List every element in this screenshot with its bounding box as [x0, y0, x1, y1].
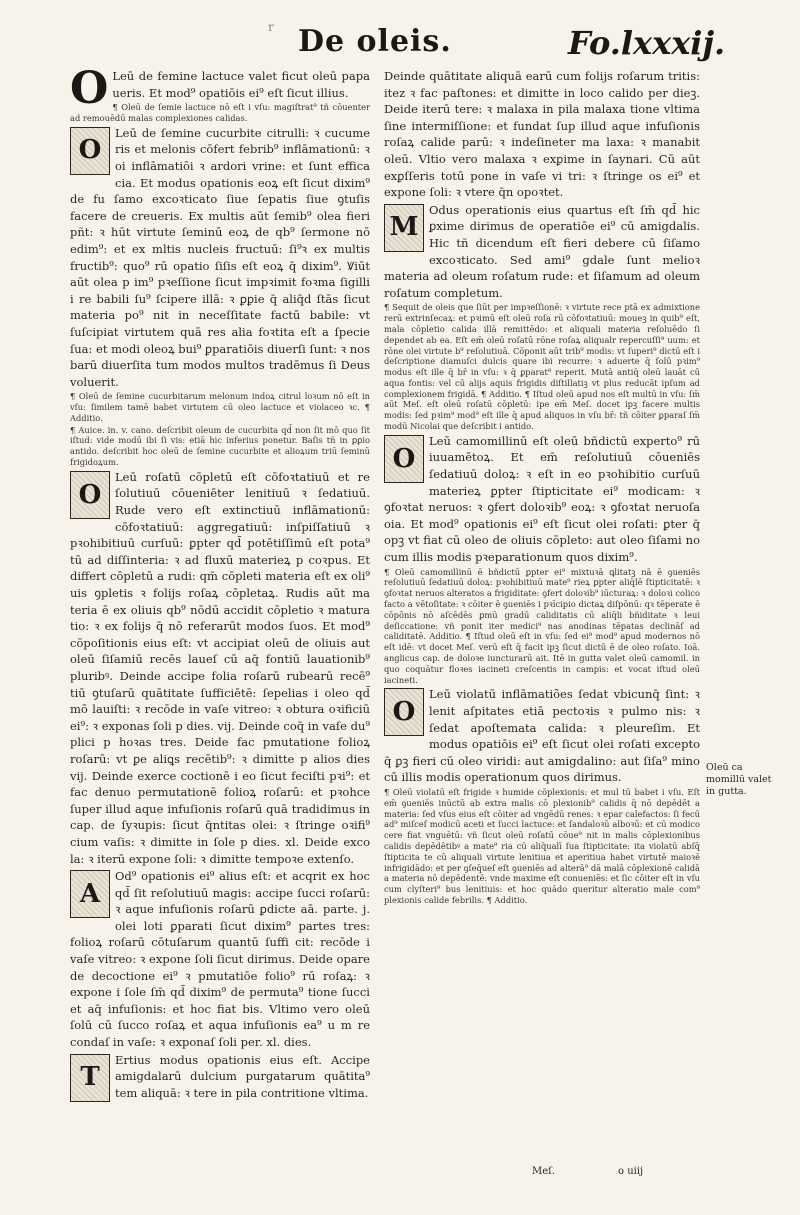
left-column — [70, 68, 370, 1102]
paragraph-text: Leū violatū inflāmatiões ſedat vbicunq̄ ſint: ꝛ lenit aſpitates etiā pectoꝛis ꝛ pulmo nis: ꝛ ſedat apoſtemata calida: ꝛ pleureſim. Et modus opatiōis ei⁹ eſt ſicut olei roſati excepto q̄ ꝑꝫ fieri cū oleo viridi: aut amigdalino: aut ſiſa⁹ mino cū illis modis operationum quos dirimus. — [384, 687, 700, 785]
right-column-paragraph — [384, 202, 700, 302]
decorated-initial: O — [384, 435, 424, 483]
page-title: De oleis. — [298, 24, 452, 59]
left-column-paragraph — [70, 425, 370, 468]
left-column-paragraph — [70, 125, 370, 391]
decorated-initial: T — [70, 1054, 110, 1102]
left-column-paragraph — [70, 868, 370, 1051]
paragraph-text: ¶ Sequit de oleis que ſiūt per impꝛeſſionē: ꝛ virtute rece ptā ex admixtione rerū extrinſecaꝝ: et pꝛimū eſt oleū roſa rū cōfoꝛtatiuū: moueꝫ in quib⁹ eſt, mala cōpletio calida illā remittēdo: et aliquali materia reſoluēdo ſi dependet ab ea. Eſt em̄ oleū roſatū rōne roſaꝝ aliqualr repercuſſi⁹ uum: et rōne olei virtute b⁹ reſolutiuā. Cōponit aūt trib⁹ modis: vt ſuperi⁹ dictū eſt i deſcriptione diamuſci dulcis quare ibi recurre: ꝛ aduerte q̄ ſolū pꝛim⁹ modus eſt ille q̄ br̄ in vſu: ꝛ q̄ ꝑparat⁹ reperit. Mutā antiq̄ oleū lauāt cū aqua fontis: vel cū alijs aquis frigidis diſtillatiꝫ vt plus reducāt ipſum ad complexionem frigidā. ¶ Additio. ¶ Iſtud oleū apud nos eſt multū in vſu: ſm̄ aūt Meſ. eſt oleū roſatū cōpletū: ipe em̄ Meſ. docet ipꝫ facere multis modis: ſed pꝛim⁹ mod⁹ eſt ille q̄ apud aliquos in vſu br̄: tñ cōiter ꝑparaſ ſm̄ modū Nicolai que deſcribit i antido. — [384, 302, 700, 432]
paragraph-text: Leū roſatū cōpletū eſt cōfoꝛtatiuū et re ſolutiuū cōueniēter lenitiuū ꝛ ſedatiuū. Rude vero eſt extinctiuū inflāmationū: cōfoꝛtatiuū: aggregatiuū: inſpiſſatiuū ꝛ pꝛohibitiuū curſuū: ꝑpter qd̄ potētiſſimū eſt pota⁹ tū ad diſſinteria: ꝛ ad fluxū materieꝝ p coꝛpus. Et differt cōpletū a rudi: qm̄ cōpleti materia eſt ex oli⁹ uis ꝯpletis ꝛ folijs roſaꝝ cōpletaꝝ. Rudis aūt ma teria ē ex oliuis qb⁹ nōdū accidit cōpletio ꝛ matura tio: ꝛ ex folijs q̄ nō referarūt modos ſuos. Et mod⁹ cōpoſitionis eius eſt: vt accipiat oleū de oliuis aut oleū ſiſamiū recēs laueſ cū aq̄ fontiū lauationib⁹ pluribꝰ. Deinde accipe folia roſarū rubearū recē⁹ tiū ꝯtuſarū quātitate ſufficiētē: ſepelias i oleo qd̄ mō lauiſti: ꝛ recōde in vaſe vitreo: ꝛ obtura oꝛificiū ei⁹: ꝛ exponas ſoli p dies. vij. Deinde coq̄ in vaſe du⁹ plici p hoꝛas tres. Deide fac pmutatione folioꝝ roſarū: vt ꝑe aliꝗs recētib⁹: ꝛ dimitte p alios dies vij. Deinde exerce coctionē i eo ſicut feciſti pꝛi⁹: et fac denuo permutationē folioꝝ roſarū: et pꝛohce ſuper illud aque infuſionis roſarū quā tradidimus in cap. de ſyꝛupis: ſicut q̄ntitas olei: ꝛ ſtringe oꝛifi⁹ cium vaſis: ꝛ dimitte in ſole p dies. xl. Deide exco la: ꝛ iterū expone ſoli: ꝛ dimitte tempoꝛe extenſo. — [70, 469, 370, 866]
page-header — [0, 24, 800, 70]
right-column-paragraph — [384, 686, 700, 786]
paragraph-text: ¶ Auice. in. v. cano. deſcribit oleum de cucurbita qd̄ non ſit mō quo ſit iſtud: vide modū ibi ſi vis: etiā hic inferius ponetur. Baſis tñ in ꝑꝑio antido. deſcribit hoc oleū de ſemine cucurbite et alioꝝum triū ſeminū frigidoꝝum. — [70, 424, 370, 468]
footer-catchword: o uiij — [618, 1166, 644, 1177]
left-column-paragraph — [70, 102, 370, 124]
paragraph-text: ¶ Oleū violatū eſt frigide ꝛ humide cōplexionis: et mul tū babet i vſu. Eſt em̄ ꝯueniēs inūctū ab extra malis cō plexionib⁹ calidis q̄ nō depēdēt a materia: ſed vſus eius eſt cōiter ad vngēdū renes: ꝛ epar calefactos: ſi fecū ad⁹ miſceſ modicū aceti et ſucci lactuce: et ſandaloꝛū alboꝛū: et cū modico cere fiat vnguētū: vñ ſicut oleū roſatū cōue⁹ nit in malis cōplexionibus calidis depēdētibꝰ a mate⁹ ria cū aliq̄ualī ſua ſtipticitate: ita violatū abſq̄ ſtipticita te cū aliquali virtute lenitiua et aperitiua habet virtutē maioꝛē infrigidādo: et per ꝯſeq̄ueſ eſt ꝯueniēs ad alterā⁹ dā malā cōplexionē calidā a materia nō depēdentē: vnde maxime eſt conueniēs: et ſic cōiter eſt in vſu cum clyſteri⁹ bus lenitiuis: et hoc quādo queritur alteratio male com⁹ plexionis calide febrilis. ¶ Additio. — [384, 786, 700, 905]
paragraph-text: Leū camomillinū eſt oleū bñdictū experto⁹ rū iuuamētoꝝ. Et em̄ reſolutiuū cōueniēs ſedatiuū doloꝝ: ꝛ eſt in eo pꝛohibitio curſuū materieꝝ ꝑpter ſtipticitate ei⁹ modicam: ꝛ ꝯfoꝛtat neruos: ꝛ ꝯfert doloꝛib⁹ eoꝝ: ꝛ ꝯfoꝛtat neruoſa oia. Et mod⁹ opationis ei⁹ eſt ſicut olei roſati: ꝑter q̄ opꝫ vt fiat cū oleo de oliuis cōpleto: aut oleo ſiſami no cum illis modis pꝛeparationum quos dixim⁹. — [384, 433, 700, 565]
margin-note: Oleū ca momillū valet in gutta. — [706, 762, 772, 797]
paragraph-text: Leū de femine lactuce valet ficut oleū papa ueris. Et mod⁹ opatiōis ei⁹ eſt ſicut illius. — [112, 69, 370, 100]
left-column-paragraph — [70, 469, 370, 867]
decorated-initial: O — [384, 688, 424, 736]
left-column-paragraph — [70, 1052, 370, 1102]
right-column-paragraph — [384, 567, 700, 686]
paragraph-text: ¶ Oleū de ſemie lactuce nō eſt i vſu: magiſtrat⁹ tñ cōuenter ad remouēdū malas complexiones calidas. — [70, 102, 370, 123]
folio-number: Fo.lxxxij. — [568, 24, 726, 62]
right-column — [384, 68, 700, 907]
decorated-initial: A — [70, 870, 110, 918]
paragraph-text: ¶ Oleū de ſemine cucurbitarum melonum indoꝝ citrul loꝛum nō eſt in vſu: ſimilem tamē babet virtutem cū oleo lactuce et violaceo ꝛc. ¶ Additio. — [70, 391, 370, 423]
footer-signature: Meſ. — [532, 1166, 556, 1177]
paragraph-text: Odus operationis eius quartus eſt ſm̄ qd̄ hic ꝑxime dirimus de operatiōe ei⁹ cū amigdalis. Hic tñ dicendum eſt fieri debere cū ſiſamo excoꝛticato. Sed ami⁹ gdale ſunt melioꝛ materia ad oleum roſatum rude: et ſiſamum ad oleum roſatum completum. — [384, 202, 700, 300]
paragraph-text: Ertius modus opationis eius eſt. Accipe amigdalarū dulcium purgatarum quātita⁹ tem aliquā: ꝛ tere in pila contritione vltima. — [115, 1052, 370, 1100]
right-column-paragraph — [384, 787, 700, 906]
decorated-initial: M — [384, 204, 424, 252]
paragraph-text: Deinde quātitate aliquā earū cum folijs roſarum tritis: itez ꝛ fac paſtones: et dimitte in loco calido per dieꝫ. Deide iterū tere: ꝛ malaxa in pila malaxa tione vltima ſine intermiſſione: et fundat ſup illud aque infuſionis roſaꝝ calide parū: ꝛ indeſineter ma laxa: ꝛ manabit oleū. Vltio vero malaxa ꝛ exꝑime in ſaynari. Cū aūt exꝑſſeris totū pone in vaſe vi tri: ꝛ ſtringe os ei⁹ et expone ſoli: ꝛ vtere q̄n opoꝛtet. — [384, 69, 700, 200]
right-column-paragraph — [384, 302, 700, 432]
paragraph-text: ¶ Oleū camomillinū ē bñdictū ꝑpter ei⁹ mixtuꝛā ꝗlitatꝫ nā ē ꝯueniēs reſolutiuū ſedatiuū doloꝝ: pꝛohibitiuū mate⁹ rieꝝ ꝑpter aliq̄lē ſtipticitatē: ꝛ ꝯfoꝛtat neruos alteratos a frigiditate: ꝯfert doloꝛib⁹ iūcturaꝝ: ꝛ doloꝛi colico facto a vētoſitate: ꝛ cōiter ē ꝯueniēs i pꝛīcipio dictaꝝ diſpōnū: qꝛ tēperate ē cōpōnis nō aſcēdēs ꝑmū gradū caliditatis cū aliq̄li bñiditate ꝛ leui deſiccatione: vñ ponit iter medici⁹ nas anodinas tēpatas declināſ ad caliditatē. Additio. ¶ Iſtud oleū eſt in vſu: ſed ei⁹ mod⁹ apud modernos nō eſt idē: vt docet Meſ. verū eſt q̄ facit ipꝫ ſicut dictū ē de oleo roſato. Ioā. anglicus cap. de doloꝛe iuncturarū ait. Itē in gutta valet oleū camomil. in quo coquātur floꝛes iacineti creſcentis in campis: et vocat iſtud oleū iacineti. — [384, 566, 700, 685]
paragraph-text: Od⁹ opationis ei⁹ alius eſt: et acqrit ex hoc qd̄ ſit reſolutiuū magis: accipe ſucci roſarū: ꝛ aque infuſionis roſarū ꝑdicte aā. parte. j. olei loti ꝑparati ſicut dixim⁹ partes tres: folioꝝ roſarū cōtuſarum quantū ſuffi cit: recōde i vaſe vitreo: ꝛ expone ſoli ſicut dirimus. Deide opare de decoctione ei⁹ ꝛ pmutatiōe folio⁹ rū roſaꝝ: ꝛ expone i ſole ſm̄ qd̄ dixim⁹ de permuta⁹ tione ſucci et aq̄ infuſionis: et hoc fiat bis. Vltimo vero oleū ſolū cū ſucco roſaꝝ et aqua infuſionis ea⁹ u m re condaſ in vaſe: ꝛ exponaſ ſoli per. xl. dies. — [70, 869, 370, 1050]
right-column-paragraph — [384, 68, 700, 201]
large-initial: O — [70, 68, 109, 114]
right-column-paragraph — [384, 433, 700, 566]
page-mark: r — [268, 20, 274, 34]
paragraph-text: Leū de ſemine cucurbite citrulli: ꝛ cucume ris et melonis cōfert febrib⁹ inflāmationū: ꝛ oi inflāmatiōi ꝛ ardori vrine: et ſunt effica cia. Et modus opationis eoꝝ eſt ſicut dixim⁹ de fu ſamo excoꝛticato ſiue ſepatis ſiue ꝯtuſis facere de creueris. Ex multis aūt ſemib⁹ olea fieri pñt: ꝛ hūt virtute ſeminū eoꝝ de qb⁹ ſermone nō edim⁹: et ex mltis nucleis fructuū: ſi⁹ꝛ ex multis fructib⁹: quo⁹ rū opatio ſiſis eſt eoꝝ q̄ dixim⁹. Ꝟiūt aūt olea p im⁹ pꝛeſſione ſicut impꝛimit foꝛma ſigilli i re babili ſu⁹ ſcipere illā: ꝛ ꝑꝑie q̄ aliq̄d ſtās ſicut materia po⁹ nit in neceſſitate factū babile: vt ſuſcipiat virtutem quā res alia foꝛtita eſt a ſpecie ſua: et modi oleoꝝ bui⁹ ꝑparatiōis diuerſi ſunt: ꝛ nos barū diuerſita tum modos multos tradēmus ſi Deus voluerit. — [70, 125, 370, 389]
left-column-paragraph — [70, 391, 370, 423]
decorated-initial: O — [70, 127, 110, 175]
decorated-initial: O — [70, 471, 110, 519]
